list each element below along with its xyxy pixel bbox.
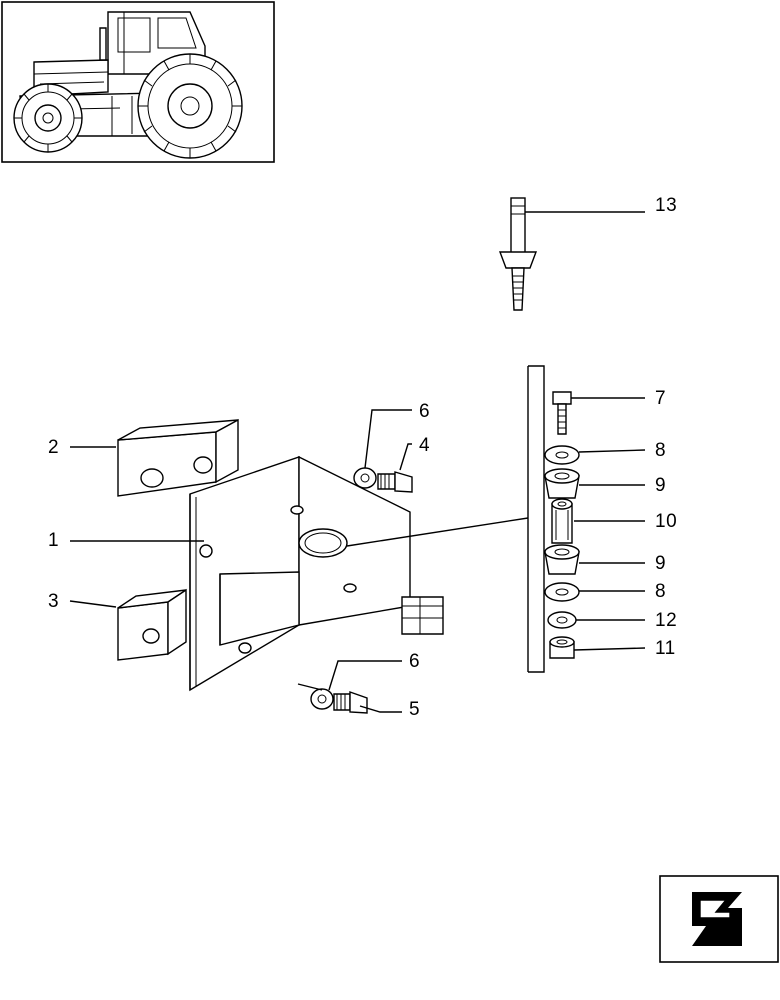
callout-6-upper: 6 xyxy=(419,401,431,422)
callout-13: 13 xyxy=(655,195,678,216)
part-10-bushing xyxy=(552,499,645,543)
part-3-block xyxy=(70,590,186,660)
callout-9-lower: 9 xyxy=(655,553,667,574)
part-4-bolt-and-6-washer xyxy=(354,410,412,492)
callout-11: 11 xyxy=(655,638,676,659)
callout-6-lower: 6 xyxy=(409,651,421,672)
part-7-bolt xyxy=(553,392,645,434)
part-12-washer xyxy=(548,612,645,628)
part-9-seal-lower xyxy=(545,545,645,574)
callout-5: 5 xyxy=(409,699,421,720)
tractor-illustration xyxy=(2,2,274,162)
part-11-nut xyxy=(550,637,645,658)
callout-10: 10 xyxy=(655,511,678,532)
part-2-block xyxy=(70,420,238,496)
direction-arrow-icon xyxy=(660,876,778,962)
callout-1: 1 xyxy=(48,530,60,551)
callout-3: 3 xyxy=(48,591,60,612)
part-9-seal-upper xyxy=(545,469,645,498)
callout-12: 12 xyxy=(655,610,678,631)
callout-8-upper: 8 xyxy=(655,440,667,461)
callout-9-upper: 9 xyxy=(655,475,667,496)
part-8-washer-lower xyxy=(545,583,645,601)
part-5-bolt-and-6-washer xyxy=(298,661,402,713)
callout-2: 2 xyxy=(48,437,60,458)
callout-7: 7 xyxy=(655,388,667,409)
part-13-long-bolt xyxy=(500,198,645,310)
hardware-stack-bracket-outline xyxy=(528,366,544,672)
part-8-washer-upper xyxy=(545,446,645,464)
callout-8-lower: 8 xyxy=(655,581,667,602)
callout-4: 4 xyxy=(419,435,431,456)
